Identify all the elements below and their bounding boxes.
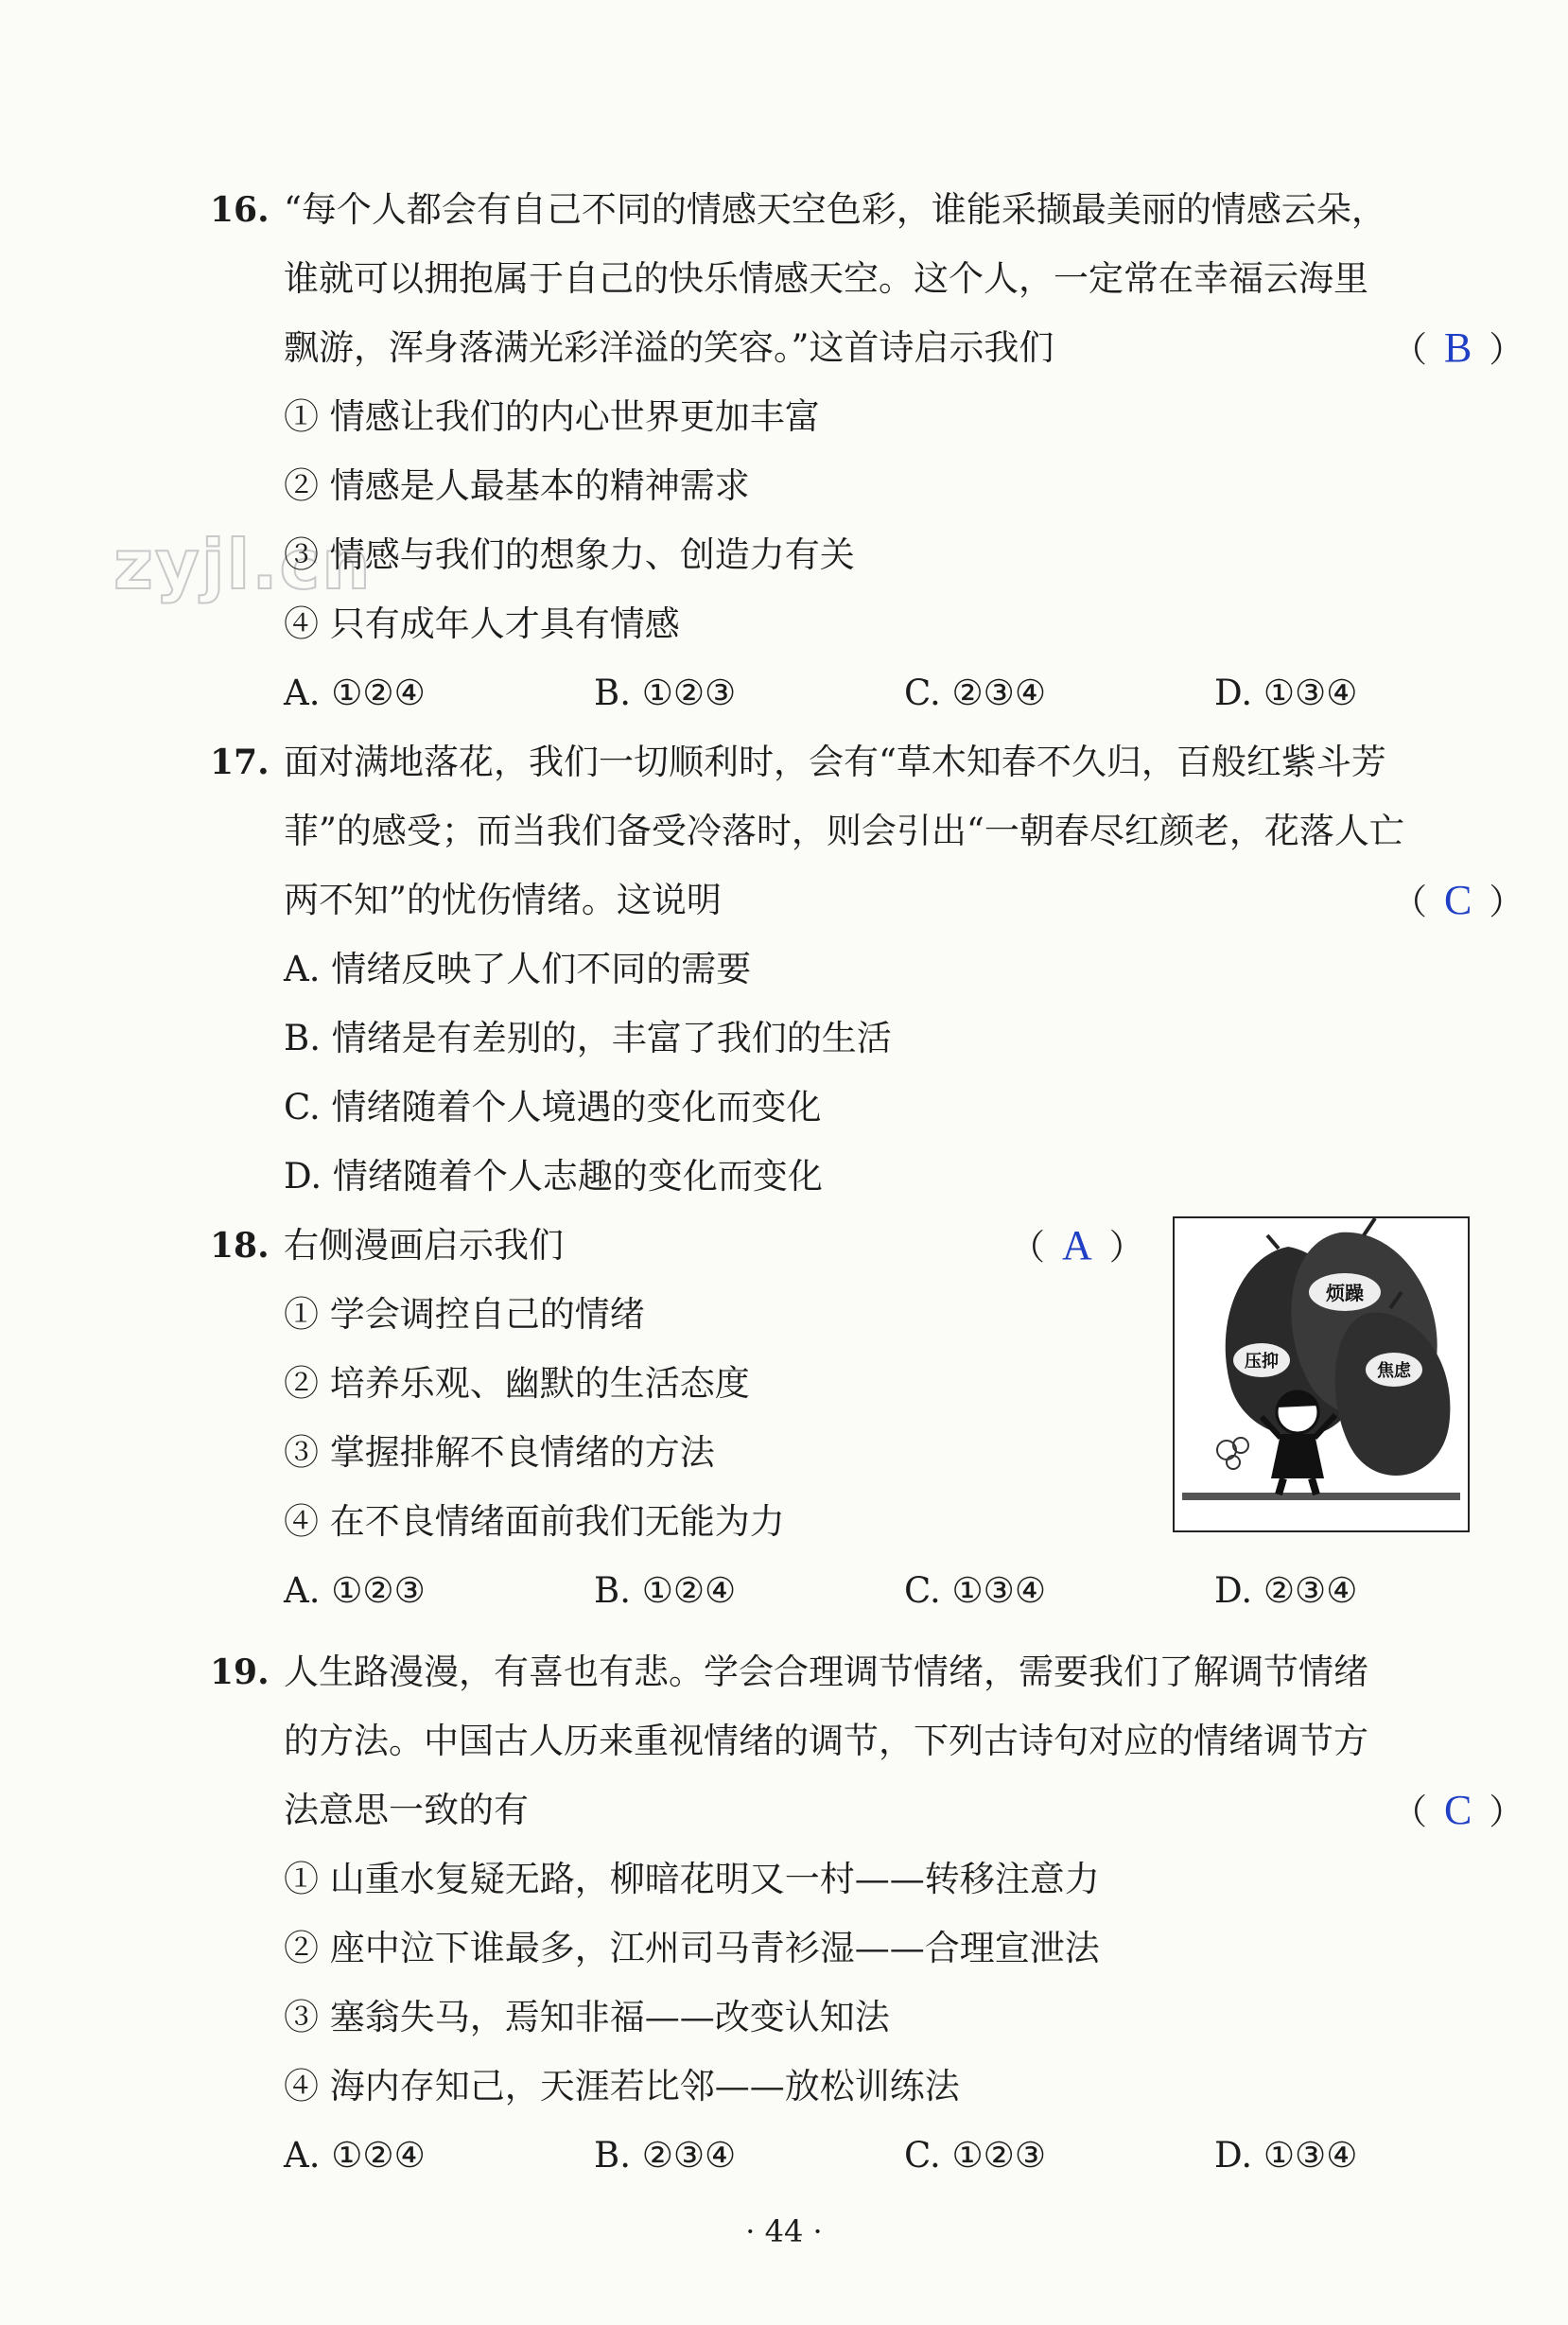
q16-choice-a: A. ①②④: [284, 673, 426, 713]
q17-stem-line-2: 菲”的感受；而当我们备受冷落时，则会引出“一朝春尽红颜老，花落人亡: [284, 811, 1404, 851]
cartoon-label-3: 焦虑: [1377, 1361, 1411, 1381]
cartoon-label-1: 烦躁: [1326, 1282, 1364, 1304]
q16-stem-line-1: “每个人都会有自己不同的情感天空色彩，谁能采撷最美丽的情感云朵，: [284, 189, 1386, 230]
q19-item-4: ④ 海内存知己，天涯若比邻——放松训练法: [284, 2066, 960, 2106]
q16-answer-bracket: （ B ）: [1392, 324, 1524, 371]
q19-stem-line-2: 的方法。中国古人历来重视情绪的调节，下列古诗句对应的情绪调节方: [284, 1721, 1368, 1761]
q17-stem-line-1: 面对满地落花，我们一切顺利时，会有“草木知春不久归，百般红紫斗芳: [284, 742, 1386, 782]
q18-item-1: ① 学会调控自己的情绪: [284, 1294, 645, 1335]
q19-stem-line-3: 法意思一致的有: [284, 1790, 529, 1830]
person-body: [1271, 1434, 1324, 1478]
page-number: · 44 ·: [745, 2213, 823, 2249]
q18-item-3: ③ 掌握排解不良情绪的方法: [284, 1432, 715, 1473]
person-legs: [1279, 1478, 1316, 1495]
q19-stem-line-1: 人生路漫漫，有喜也有悲。学会合理调节情绪，需要我们了解调节情绪: [284, 1652, 1368, 1692]
q19-item-3: ③ 塞翁失马，焉知非福——改变认知法: [284, 1997, 890, 2037]
q18-answer: A: [1062, 1222, 1092, 1268]
q17-answer-bracket: （ C ）: [1392, 877, 1524, 923]
q19-number: 19.: [210, 1652, 270, 1692]
q16-item-3: ③ 情感与我们的想象力、创造力有关: [284, 534, 855, 575]
q16-stem-line-3: 飘游，浑身落满光彩洋溢的笑容。”这首诗启示我们: [284, 327, 1054, 368]
q18-item-4: ④ 在不良情绪面前我们无能为力: [284, 1501, 785, 1542]
q19-item-1: ① 山重水复疑无路，柳暗花明又一村——转移注意力: [284, 1859, 1100, 1899]
q19-choice-a: A. ①②④: [284, 2135, 426, 2176]
q19-choice-c: C. ①②③: [904, 2135, 1047, 2176]
q19-answer: C: [1444, 1787, 1472, 1833]
q18-item-2: ② 培养乐观、幽默的生活态度: [284, 1363, 750, 1404]
q18-choice-d: D. ②③④: [1214, 1570, 1358, 1611]
q16-number: 16.: [210, 190, 270, 230]
cartoon-illustration: [1173, 1216, 1470, 1532]
q18-choice-b: B. ①②④: [594, 1570, 737, 1611]
cartoon-label-2: 压抑: [1245, 1352, 1279, 1372]
q16-choice-d: D. ①③④: [1214, 673, 1358, 713]
q16-choice-c: C. ②③④: [904, 673, 1047, 713]
q18-choice-a: A. ①②③: [284, 1570, 426, 1611]
cartoon-svg: [1175, 1218, 1468, 1530]
q19-choice-b: B. ②③④: [594, 2135, 737, 2176]
q19-answer-bracket: （ C ）: [1392, 1787, 1524, 1833]
q19-item-2: ② 座中泣下谁最多，江州司马青衫湿——合理宣泄法: [284, 1928, 1100, 1968]
q17-stem-line-3: 两不知”的忧伤情绪。这说明: [284, 880, 722, 920]
q18-answer-bracket: （ A ）: [1010, 1222, 1144, 1268]
q18-number: 18.: [210, 1226, 270, 1266]
q17-choice-a: A. 情绪反映了人们不同的需要: [284, 949, 752, 989]
q18-choice-c: C. ①③④: [904, 1570, 1047, 1611]
q17-choice-d: D. 情绪随着个人志趣的变化而变化: [284, 1156, 823, 1197]
q16-item-1: ① 情感让我们的内心世界更加丰富: [284, 396, 820, 437]
q18-stem-line-1: 右侧漫画启示我们: [284, 1225, 564, 1266]
q16-stem-line-2: 谁就可以拥抱属于自己的快乐情感天空。这个人，一定常在幸福云海里: [284, 258, 1368, 299]
q17-answer: C: [1444, 877, 1472, 923]
q16-item-2: ② 情感是人最基本的精神需求: [284, 465, 750, 506]
q16-item-4: ④ 只有成年人才具有情感: [284, 603, 680, 644]
q16-choice-b: B. ①②③: [594, 673, 737, 713]
q17-choice-c: C. 情绪随着个人境遇的变化而变化: [284, 1087, 822, 1128]
q17-number: 17.: [210, 743, 270, 782]
watermark: zyjl.cn: [113, 525, 373, 604]
q17-choice-b: B. 情绪是有差别的，丰富了我们的生活: [284, 1018, 892, 1058]
q19-choice-d: D. ①③④: [1214, 2135, 1358, 2176]
cartoon-ground: [1182, 1493, 1460, 1500]
q16-answer: B: [1444, 324, 1472, 371]
